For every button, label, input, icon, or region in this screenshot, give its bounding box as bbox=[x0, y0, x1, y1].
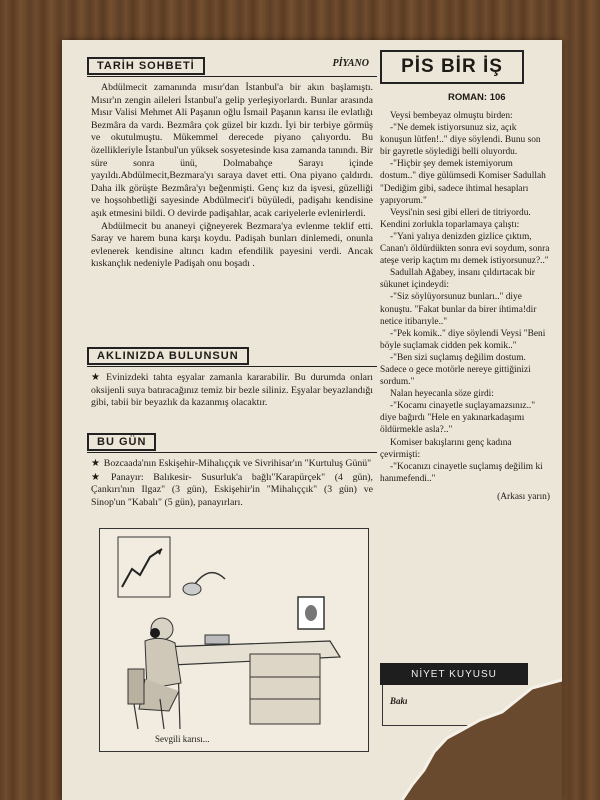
serial-paragraph: -"Ne demek istiyorsunuz siz, açık konuşun lütfen!.." diye söylendi. Bunu son bir gayretle söylediği belli oluyordu. bbox=[380, 123, 541, 158]
torn-corner bbox=[62, 40, 562, 800]
serial-paragraph: Veysi'nin sesi gibi elleri de titriyordu. Kendini zorlukla toparlamaya çalıştı: bbox=[380, 207, 531, 230]
star-icon: ★ bbox=[91, 458, 100, 469]
serial-paragraph: -"Siz söylüyorsunuz bunları.." diye konuştu. "Fakat bunlar da birer ihtima!dir netice itibarıyle.." bbox=[380, 292, 537, 327]
niyet-kuyusu-header: NİYET KUYUSU bbox=[380, 663, 528, 685]
serial-paragraph: Veysi bembeyaz olmuştu birden: bbox=[390, 111, 513, 121]
section-title-bu-gun: BU GÜN bbox=[87, 433, 156, 451]
serial-paragraph: -"Pek komik.." diye söylendi Veysi "Beni böyle suçlamak cidden pek komik.." bbox=[380, 328, 546, 351]
serial-paragraph: -"Kocanızı cinayetle suçlamış değilim ki hanımefendi.." bbox=[380, 461, 543, 484]
newspaper-clipping bbox=[62, 40, 562, 800]
serial-paragraph: -"Hiçbir şey demek istemiyorum dostum.." diye gülümsedi Komiser Sadullah "Dediğim gibi, sadece ihtimal hesapları yapıyorum." bbox=[380, 159, 546, 206]
tarih-sohbeti-paragraph: Abdülmecit bu ananeyi çiğneyerek Bezmara'ya evlenme teklif etti. Saray ve harem buna karşı koydu. Padişah bunları dinlemedi, onunla evlenerek kendisine altıncı kadın efendilik payesini verdi. Ancak kıskançlık nedeniyle Padişah onu boşadı . bbox=[91, 220, 373, 270]
niyet-kuyusu-text: Bakı bbox=[390, 696, 408, 706]
serial-paragraph: -"Ben sizi suçlamış değilim dostum. Sadece o gece motörle nereye gittiğinizi sordum." bbox=[380, 352, 531, 388]
roman-number: ROMAN: 106 bbox=[448, 92, 506, 103]
star-icon: ★ bbox=[91, 372, 103, 383]
tarih-sohbeti-paragraph: Abdülmecit zamanında mısır'dan İstanbul'a bir akın başlamıştı. Mısır'ın zengin aileleri İstanbul'a gelip yerleşiyorlardı. Bunlar arasında Mısır Valisi Mehmet Ali Paşanın oğlu İsmail Paşanın karısı ile evlatlığı Bezmâra da vardı. Bezmâra çok güzel bir kızdı. İyi bir terbiye görmüş ve okutulmuştu. Mükemmel derecede piyano çalıyordu. Bu özellikleriyle İstanbul'un yüksek sosyetesinde kısa zamanda tanındı. Bir süre sonra ünü, Dolmabahçe Sarayı içinde yayıldı.Abdülmecit,Bezmara'yı saraya davet etti. Ona piyano çaldırdı. Daha ilk görüşte Bezmâra'yı beğenmişti. Genç kız da işvesi, güzelliği ve hoşsohbetliği sayesinde Abdülmecit'i büyüledi, padişahı kendisine aşık etmesini bildi. O devirde padişahlar, acak cariyelerle evlenirlerdi. bbox=[91, 82, 373, 219]
serial-paragraph: Sadullah Ağabey, insanı çıldırtacak bir sükunet içindeydi: bbox=[380, 268, 535, 291]
serial-title: PİS BİR İŞ bbox=[380, 50, 524, 84]
star-icon: ★ bbox=[91, 471, 107, 483]
cartoon-caption: Sevgili karısı... bbox=[155, 734, 210, 744]
section-title-aklinizda-bulunsun: AKLINIZDA BULUNSUN bbox=[87, 347, 249, 365]
serial-paragraph: Nalan heyecanla söze girdi: bbox=[390, 389, 494, 400]
serial-paragraph: Komiser bakışlarını genç kadına çevirmişti: bbox=[380, 437, 512, 460]
article-title-piyano: PİYANO bbox=[332, 58, 369, 69]
event-item: ★ Panayır: Balıkesir- Susurluk'a bağlı"Karapürçek" (4 gün), Çankırı'nın Ilgaz" (3 gün), Eskişehir'in "Mihalıççık" (3 gün) ve Sinop'un "Kabalı" (5 gün), panayırları. bbox=[91, 471, 373, 508]
event-item: ★ Bozcaada'nın Eskişehir-Mihalıççık ve Sivrihisar'ın "Kurtuluş Günü" bbox=[91, 458, 372, 469]
serial-paragraph: -"Yani yalıya denizden gizlice çıktım, Canan'ı öldürdükten sonra evi soydum, sonra ateşe verip kaçtım mı demek istiyorsunuz?.." bbox=[380, 231, 550, 267]
section-title-tarih-sohbeti: TARİH SOHBETİ bbox=[87, 57, 205, 75]
tip-item: ★ Evinizdeki tahta eşyalar zamanla kararabilir. Bu durumda onları oksijenli suya batıracağınız temiz bir bezle siliniz. Eşyalar beyazlandığı gibi, tabii bir beyazlık da kazanmış olacaktır. bbox=[91, 372, 373, 409]
serial-paragraph: -"Kocamı cinayetle suçlayamazsınız.." diye bağırdı "Hele en yakınarkadaşımı öldürmekle asla?.." bbox=[380, 401, 536, 436]
serial-continued: (Arkası yarın) bbox=[497, 491, 550, 502]
